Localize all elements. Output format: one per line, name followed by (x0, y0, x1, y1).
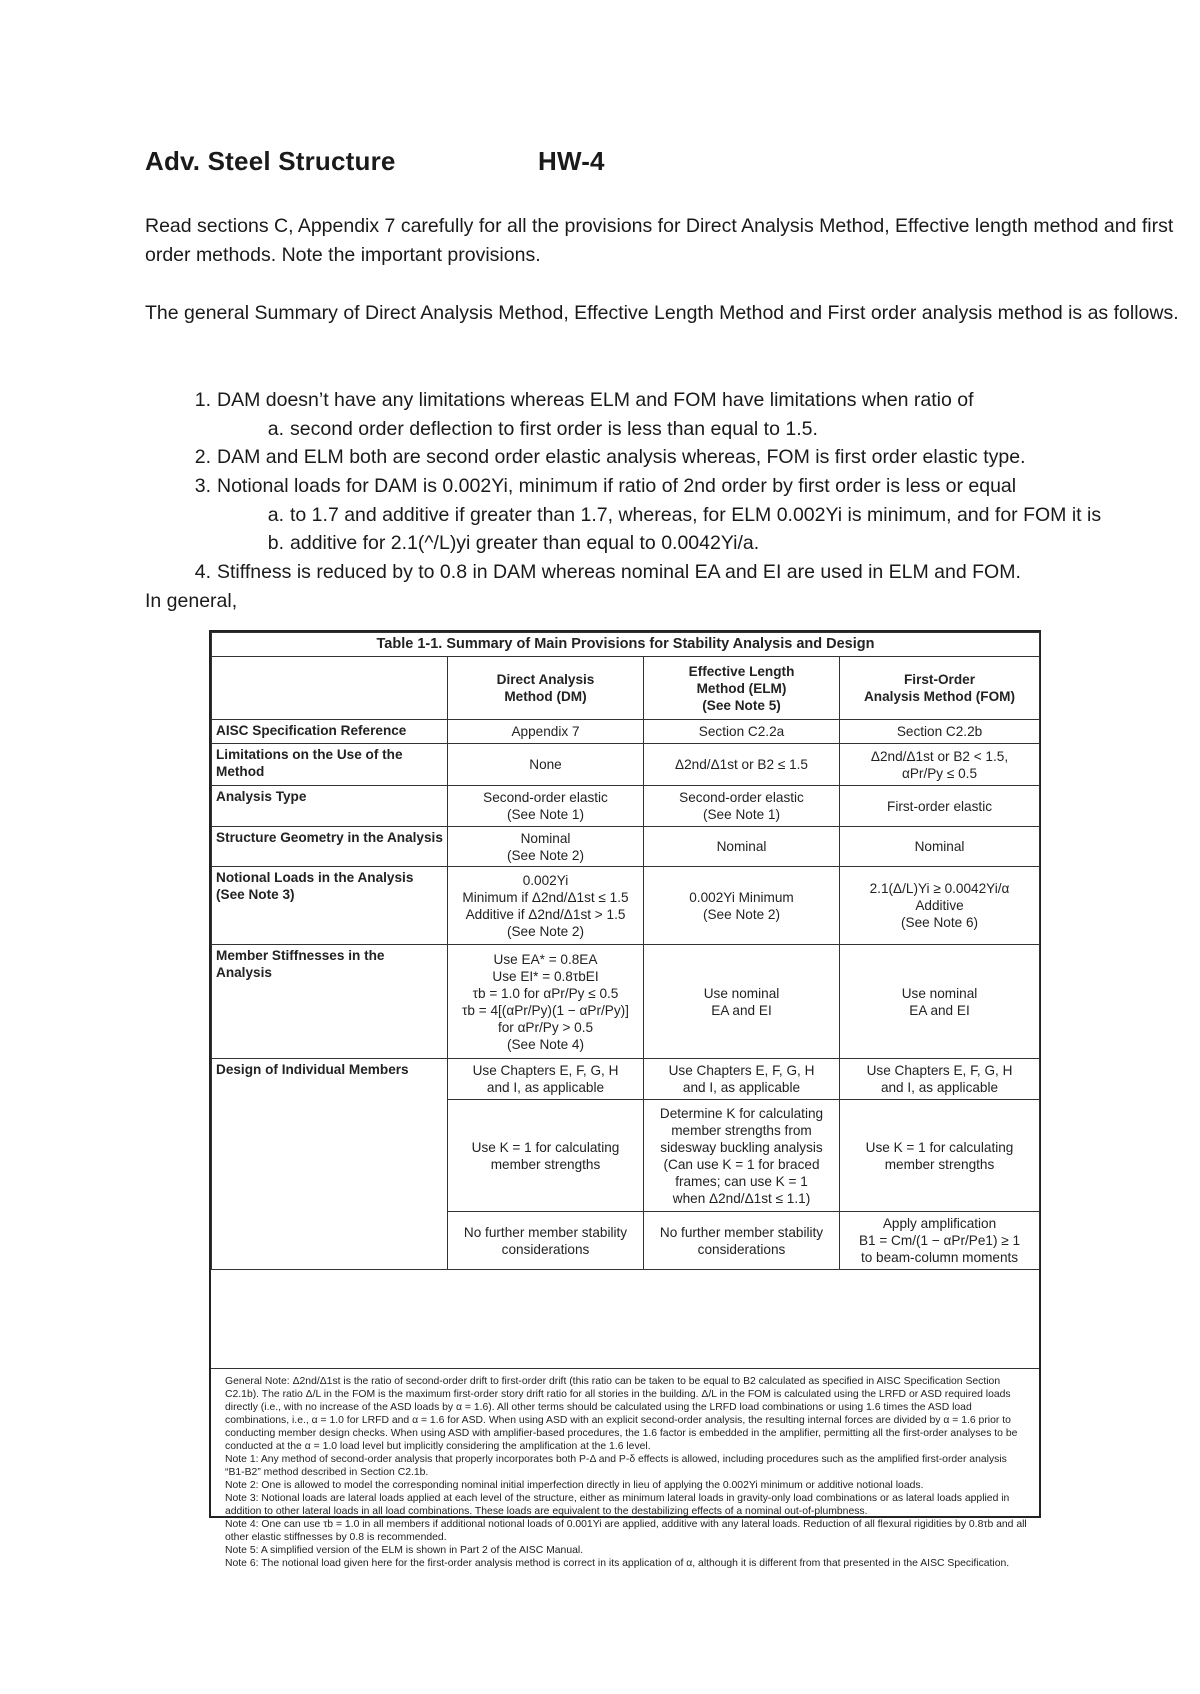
table-cell: Use nominal EA and EI (840, 945, 1040, 1059)
table-cell: Nominal (644, 827, 840, 867)
table-row (212, 867, 1040, 945)
row-label: Member Stiffnesses in the Analysis (212, 945, 448, 1059)
table-cell: None (448, 744, 644, 786)
table-cell: 0.002Yi Minimum if Δ2nd/Δ1st ≤ 1.5 Additive if Δ2nd/Δ1st > 1.5 (See Note 2) (448, 867, 644, 945)
row-label: Analysis Type (212, 786, 448, 827)
table-header-row (212, 657, 1040, 720)
note-6: Note 6: The notional load given here for the first-order analysis method is correct in its application of α, although it is different from that presented in the AISC Specification. (225, 1558, 1010, 1569)
table-cell: Use Chapters E, F, G, H and I, as applicable (840, 1059, 1040, 1100)
row-label: Design of Individual Members (212, 1059, 448, 1270)
row-label: Limitations on the Use of the Method (212, 744, 448, 786)
table-cell: Use nominal EA and EI (644, 945, 840, 1059)
table-cell: Nominal (See Note 2) (448, 827, 644, 867)
row-label: Structure Geometry in the Analysis (212, 827, 448, 867)
table-row (212, 945, 1040, 1059)
list-item: 4. Stiffness is reduced by to 0.8 in DAM whereas nominal EA and EI are used in ELM and FOM. (194, 561, 1021, 584)
table-cell: Appendix 7 (448, 720, 644, 744)
header-cell: Effective Length Method (ELM) (See Note 5) (644, 657, 840, 720)
homework-number: HW-4 (538, 146, 605, 176)
header-cell: Direct Analysis Method (DM) (448, 657, 644, 720)
note-5: Note 5: A simplified version of the ELM is shown in Part 2 of the AISC Manual. (225, 1545, 584, 1556)
table-cell: Apply amplification B1 = Cm/(1 − αPr/Pe1) ≥ 1 to beam-column moments (840, 1212, 1040, 1270)
table-cell: Use EA* = 0.8EA Use EI* = 0.8τbEI τb = 1.0 for αPr/Py ≤ 0.5 τb = 4[(αPr/Py)(1 − αPr/Py)] for αPr/Py > 0.5 (See Note 4) (448, 945, 644, 1059)
list-item: a. to 1.7 and additive if greater than 1.7, whereas, for ELM 0.002Yi is minimum, and for FOM it is (267, 503, 1102, 526)
table-cell: Δ2nd/Δ1st or B2 < 1.5, αPr/Py ≤ 0.5 (840, 744, 1040, 786)
table-cell: Use Chapters E, F, G, H and I, as applicable (644, 1059, 840, 1100)
table-caption: Table 1-1. Summary of Main Provisions for Stability Analysis and Design (212, 633, 1040, 657)
table-cell: First-order elastic (840, 786, 1040, 827)
table-cell: Use K = 1 for calculating member strengths (840, 1100, 1040, 1212)
in-general-label: In general, (145, 590, 238, 612)
row-label: AISC Specification Reference (212, 720, 448, 744)
note-4: Note 4: One can use τb = 1.0 in all members if additional notional loads of 0.001Yi are applied, additive with any lateral loads. Reduction of all flexural rigidities by 0.8τb and all other elastic stiffnesses by 0.8 is recommended. (225, 1519, 1027, 1543)
note-2: Note 2: One is allowed to model the corresponding nominal initial imperfection directly in lieu of applying the 0.002Yi minimum or additive notional loads. (225, 1480, 924, 1491)
list-item: 1. DAM doesn’t have any limitations whereas ELM and FOM have limitations when ratio of (194, 389, 974, 411)
table-cell: Second-order elastic (See Note 1) (644, 786, 840, 827)
table-cell: Nominal (840, 827, 1040, 867)
provisions-table (211, 632, 1040, 1270)
header-cell: First-Order Analysis Method (FOM) (840, 657, 1040, 720)
table-cell: Use K = 1 for calculating member strengths (448, 1100, 644, 1212)
list-item: 2. DAM and ELM both are second order elastic analysis whereas, FOM is first order elastic type. (194, 446, 1026, 469)
table-row (212, 744, 1040, 786)
note-3: Note 3: Notional loads are lateral loads applied at each level of the structure, either as minimum lateral loads in gravity-only load combinations or as lateral loads applied in addition to other lateral loads in all load combinations. These loads are equivalent to the destabilizing effects of a nominal out-of-plumbness. (225, 1493, 1010, 1517)
list-item: 3. Notional loads for DAM is 0.002Yi, minimum if ratio of 2nd order by first order is less or equal (194, 475, 1017, 498)
header-cell (212, 657, 448, 720)
list-item: b. additive for 2.1(^/L)yi greater than equal to 0.0042Yi/a. (267, 532, 760, 555)
table-cell: No further member stability considerations (644, 1212, 840, 1270)
table-cell: Second-order elastic (See Note 1) (448, 786, 644, 827)
table-cell: Use Chapters E, F, G, H and I, as applicable (448, 1059, 644, 1100)
summary-list (145, 386, 1200, 587)
row-label: Notional Loads in the Analysis (See Note 3) (212, 867, 448, 945)
table-cell: Section C2.2a (644, 720, 840, 744)
table-row (212, 720, 1040, 744)
provisions-table-image (209, 630, 1041, 1569)
table-row (212, 827, 1040, 867)
general-note: General Note: Δ2nd/Δ1st is the ratio of second-order drift to first-order drift (this ratio can be taken to be equal to B2 calculated as specified in AISC Specification Section C2.1b). The ratio Δ/L in the FOM is the maximum first-order story drift ratio for all stories in the building. Δ/L in the FOM is calculated using the LRFD or ASD required loads directly (i.e., with no increase of the ASD loads by α = 1.6). All other terms should be calculated using the LRFD load combinations or using 1.6 times the ASD load combinations, i.e., α = 1.0 for LRFD and α = 1.6 for ASD. When using ASD with an explicit second-order analysis, the resulting internal forces are divided by α = 1.6 prior to conducting member design checks. When using ASD with amplifier-based procedures, the 1.6 factor is embedded in the amplifier, permitting all the first-order analyses to be conducted at the α = 1.0 load level but implicitly considering the amplification at the 1.6 level. (225, 1376, 1018, 1452)
table-notes (211, 1368, 1039, 1574)
note-1: Note 1: Any method of second-order analysis that properly incorporates both P-Δ and P-δ effects is allowed, including procedures such as the amplified first-order analysis “B1-B2” method described in Section C2.1b. (225, 1454, 1007, 1478)
table-cell: 0.002Yi Minimum (See Note 2) (644, 867, 840, 945)
table-cell: Determine K for calculating member strengths from sidesway buckling analysis (Can use K = 1 for braced frames; can use K = 1 when Δ2nd/Δ1st ≤ 1.1) (644, 1100, 840, 1212)
table-cell: 2.1(Δ/L)Yi ≥ 0.0042Yi/α Additive (See Note 6) (840, 867, 1040, 945)
table-row (212, 786, 1040, 827)
table-cell: Δ2nd/Δ1st or B2 ≤ 1.5 (644, 744, 840, 786)
table-cell: Section C2.2b (840, 720, 1040, 744)
table-row (212, 1059, 1040, 1100)
intro-paragraph: Read sections C, Appendix 7 carefully for all the provisions for Direct Analysis Method, Effective length method and first order methods. Note the important provisions. (145, 215, 1174, 266)
course-title: Adv. Steel Structure (145, 146, 396, 176)
document-title (145, 146, 605, 177)
table-cell: No further member stability considerations (448, 1212, 644, 1270)
list-item: a. second order deflection to first order is less than equal to 1.5. (267, 417, 818, 440)
summary-paragraph: The general Summary of Direct Analysis Method, Effective Length Method and First order analysis method is as follows. (145, 302, 1179, 324)
